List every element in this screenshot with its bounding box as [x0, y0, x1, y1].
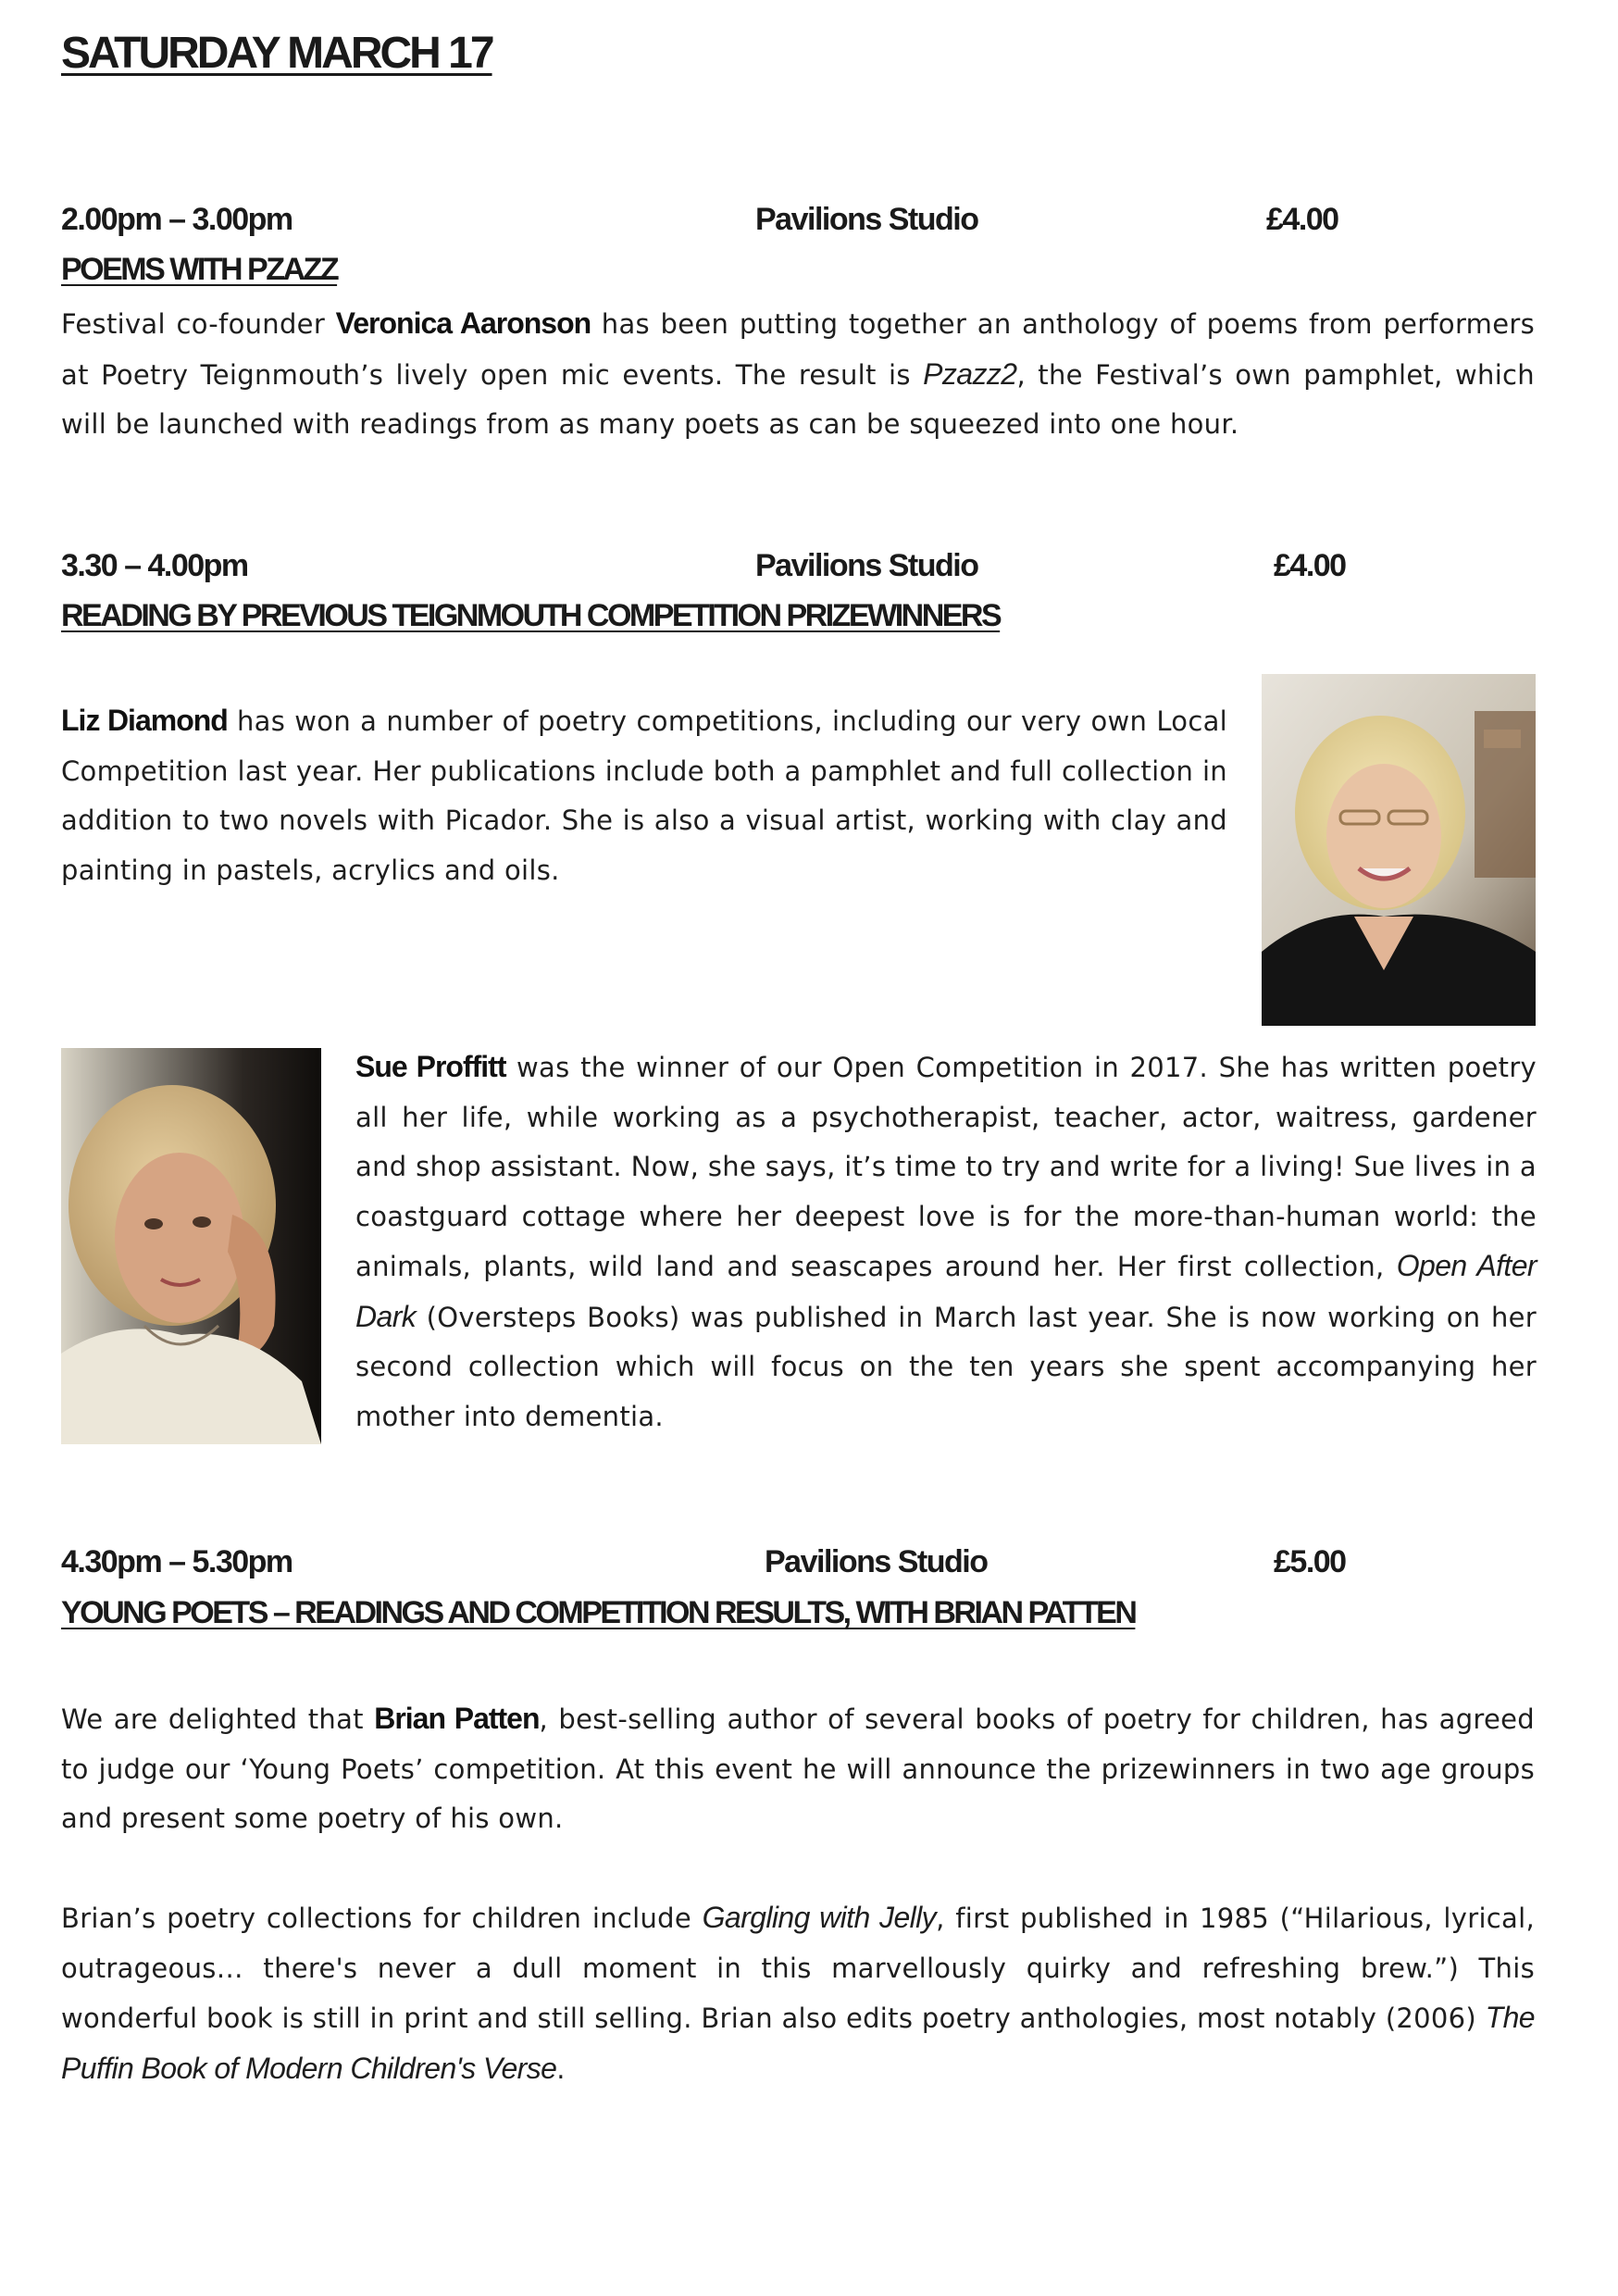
book-title: Open After Dark [355, 1249, 1537, 1333]
event-header [61, 202, 1542, 248]
event-title: READING BY PREVIOUS TEIGNMOUTH COMPETITION PRIZEWINNERS [61, 598, 1001, 633]
text-run: Brian’s poetry collections for children include [61, 1903, 703, 1934]
bold-name: Veronica Aaronson [335, 306, 591, 340]
event-time: 4.30pm – 5.30pm [61, 1544, 292, 1579]
text-run: , the Festival’s own pamphlet, which will be launched with readings from as many poets as can be squeezed into one hour. [61, 358, 1535, 440]
text-run: has been putting together an anthology of poems from performers at Poetry Teignmouth’s lively open mic events. The result is [61, 308, 1535, 391]
text-run: , best-selling author of several books of poetry for children, has agreed to judge our ‘Young Poets’ competition. At this event he will announce the prizewinners in two age groups and present some poetry of his own. [61, 1703, 1536, 1834]
book-title: Pzazz2 [923, 356, 1017, 391]
book-title: The Puffin Book of Modern Children's Verse [61, 2001, 1535, 2085]
poet-bio-sue-proffitt [355, 1042, 1537, 1441]
event-header [61, 548, 1542, 594]
sue-proffitt-photo [61, 1048, 321, 1444]
liz-diamond-photo [1262, 674, 1536, 1026]
bold-name: Liz Diamond [61, 704, 228, 737]
event-time: 2.00pm – 3.00pm [61, 202, 292, 237]
event-header [61, 1544, 1542, 1591]
bold-name: Brian Patten [374, 1702, 540, 1735]
event-price: £4.00 [1266, 202, 1338, 237]
event-venue: Pavilions Studio [765, 1544, 988, 1579]
text-run: has won a number of poetry competitions, including our very own Local Competition last year. Her publications include both a pamphlet and full collection in addition to two novels with Picador. She is also a visual artist, working with clay and painting in pastels, acrylics and oils. [61, 705, 1228, 886]
text-run: . [556, 2053, 566, 2085]
event-description [61, 1694, 1535, 1844]
text-run: We are delighted that [61, 1703, 375, 1735]
text-run: was the winner of our Open Competition in 2017. She has written poetry all her life, while working as a psychotherapist, teacher, actor, waitress, gardener and shop assistant. Now, she says, it’s time to try and write for a living! Sue lives in a coastguard cottage where her deepest love is for the more-than-human world: the animals, plants, wild land and seascapes around her. Her first collection, [355, 1052, 1537, 1282]
text-run: (Oversteps Books) was published in March last year. She is now working on her second collection which will focus on the ten years she spent accompanying her mother into dementia. [355, 1301, 1537, 1432]
book-title: Gargling with Jelly [702, 1901, 937, 1934]
bold-name: Sue Proffitt [355, 1050, 506, 1083]
event-description [61, 299, 1535, 450]
event-venue: Pavilions Studio [755, 202, 978, 237]
page-title: SATURDAY MARCH 17 [61, 29, 492, 78]
event-title: POEMS WITH PZAZZ [61, 252, 338, 287]
event-title: YOUNG POETS – READINGS AND COMPETITION RESULTS, WITH BRIAN PATTEN [61, 1595, 1136, 1630]
event-venue: Pavilions Studio [755, 548, 978, 583]
event-description [61, 1893, 1535, 2094]
text-run: , first published in 1985 (“Hilarious, lyrical, outrageous… there's never a dull moment in this marvellously quirky and refreshing brew.”) This wonderful book is still in print and still selling. Brian also edits poetry anthologies, most notably (2006) [61, 1903, 1535, 2034]
event-time: 3.30 – 4.00pm [61, 548, 248, 583]
poet-bio-liz-diamond [61, 696, 1227, 895]
event-price: £5.00 [1274, 1544, 1346, 1579]
text-run: Festival co-founder [61, 308, 336, 340]
event-price: £4.00 [1274, 548, 1346, 583]
